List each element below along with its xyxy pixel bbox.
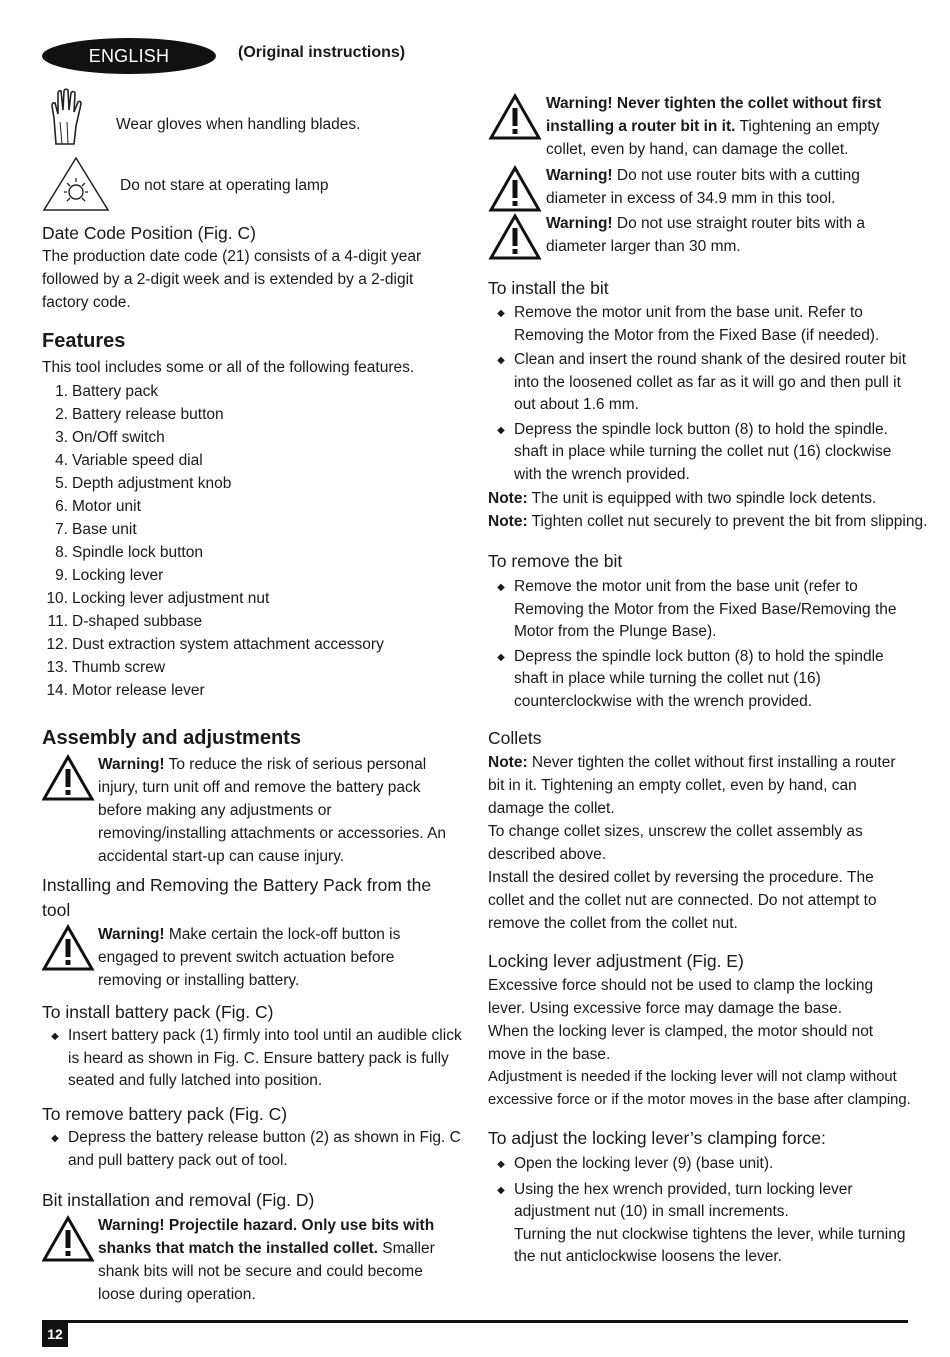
diamond-bullet-icon: ◆ <box>497 651 505 663</box>
warning-label: Warning! <box>98 756 165 773</box>
feature-number: 12. <box>46 636 68 653</box>
lamp-instruction: Do not stare at operating lamp <box>120 177 329 194</box>
warning-triangle-icon <box>488 212 546 262</box>
cutting-diameter-warning: Warning! Do not use router bits with a cutting diameter in excess of 34.9 mm in this tool. <box>488 164 908 214</box>
remove-battery-list <box>42 1127 462 1174</box>
language-badge: ENGLISH <box>42 38 216 74</box>
warning-triangle-icon <box>42 753 98 803</box>
warning-label: Warning! Never tighten the collet without first installing a router bit in it. <box>546 95 882 135</box>
list-item: ◆ Remove the motor unit from the base unit (refer to Removing the Motor from the Fixed Base/Removing the Motor from the Plunge Base). <box>488 576 913 644</box>
battery-warning <box>42 923 464 992</box>
list-item: ◆ Open the locking lever (9) (base unit). <box>488 1153 913 1177</box>
list-item: ◆ Using the hex wrench provided, turn locking lever adjustment nut (10) in small increments. Turning the nut clockwise tightens the lever, while turning the nut anticlockwise loosens the lever. <box>488 1179 913 1269</box>
install-bit-heading: To install the bit <box>488 278 609 298</box>
remove-battery-heading: To remove battery pack (Fig. C) <box>42 1104 288 1124</box>
bit-warning <box>42 1214 464 1306</box>
feature-item <box>42 564 462 587</box>
feature-item <box>42 610 462 633</box>
feature-item <box>42 633 462 656</box>
features-list <box>42 380 462 702</box>
feature-number: 3. <box>55 429 68 446</box>
feature-label: Dust extraction system attachment accessory <box>72 636 384 653</box>
feature-label: Base unit <box>72 521 137 538</box>
install-bit-note-1: Note: The unit is equipped with two spindle lock detents. <box>488 490 877 507</box>
locking-lever-paragraph-3: Adjustment is needed if the locking lever will not clamp without excessive force or if the motor moves in the base after clamping. <box>488 1069 911 1108</box>
feature-label: Spindle lock button <box>72 544 203 561</box>
page-number: 12 <box>42 1321 68 1347</box>
list-item: ◆ Depress the spindle lock button (8) to hold the spindle. shaft in place while turning the collet nut (16) clockwise with the wrench provided. <box>488 419 913 487</box>
feature-number: 5. <box>55 475 68 492</box>
warning-label: Warning! <box>98 926 165 943</box>
install-battery-heading: To install battery pack (Fig. C) <box>42 1002 274 1022</box>
feature-label: On/Off switch <box>72 429 165 446</box>
feature-item <box>42 679 462 702</box>
collets-paragraph-1: To change collet sizes, unscrew the collet assembly as described above. <box>488 823 863 863</box>
feature-item <box>42 518 462 541</box>
warning-triangle-icon <box>488 164 546 214</box>
collets-note: Note: Never tighten the collet without first installing a router bit in it. Tightening an empty collet, even by hand, can damage the collet. <box>488 754 896 817</box>
lamp-warning-icon <box>42 156 110 212</box>
diamond-bullet-icon: ◆ <box>497 355 505 366</box>
feature-number: 4. <box>55 452 68 469</box>
feature-number: 6. <box>55 498 68 515</box>
straight-bit-warning: Warning! Do not use straight router bits with a diameter larger than 30 mm. <box>488 212 908 262</box>
feature-item <box>42 380 462 403</box>
assembly-heading: Assembly and adjustments <box>42 727 301 749</box>
assembly-warning-text: To reduce the risk of serious personal injury, turn unit off and remove the battery pack before making any adjustments or removing/installing attachments or accessories. An accidental start-up can cause injury. <box>98 756 447 865</box>
list-item: ◆ Remove the motor unit from the base unit. Refer to Removing the Motor from the Fixed Base (if needed). <box>488 302 913 347</box>
feature-item <box>42 587 462 610</box>
clamping-force-heading: To adjust the locking lever’s clamping force: <box>488 1128 826 1148</box>
diamond-bullet-icon: ◆ <box>497 1159 505 1170</box>
assembly-warning <box>42 753 464 868</box>
battery-section-heading: Installing and Removing the Battery Pack from the tool <box>42 875 432 920</box>
footer-rule <box>42 1320 908 1323</box>
feature-item <box>42 656 462 679</box>
gloves-icon <box>48 88 88 146</box>
remove-bit-list <box>488 576 913 715</box>
feature-item <box>42 426 462 449</box>
feature-label: Thumb screw <box>72 659 166 676</box>
locking-lever-heading: Locking lever adjustment (Fig. E) <box>488 951 744 971</box>
feature-label: Variable speed dial <box>72 452 203 469</box>
feature-label: Battery release button <box>72 406 224 423</box>
warning-label: Warning! Projectile hazard. Only use bits with shanks that match the installed collet. <box>98 1217 435 1257</box>
install-battery-list <box>42 1025 462 1095</box>
diamond-bullet-icon: ◆ <box>51 1133 59 1144</box>
feature-number: 2. <box>55 406 68 423</box>
date-code-text: The production date code (21) consists of a 4-digit year followed by a 2-digit week and is extended by a 2-digit factory code. <box>42 248 422 311</box>
install-bit-list <box>488 302 913 488</box>
warning-triangle-icon <box>42 1214 98 1264</box>
feature-label: Motor unit <box>72 498 141 515</box>
collet-warning: Warning! Never tighten the collet without first installing a router bit in it. Tightening an empty collet, even by hand, can damage the collet. <box>488 92 908 161</box>
diamond-bullet-icon: ◆ <box>51 1031 59 1042</box>
feature-label: Locking lever adjustment nut <box>72 590 270 607</box>
diamond-bullet-icon: ◆ <box>497 424 505 436</box>
list-item: ◆ Clean and insert the round shank of the desired router bit into the loosened collet as far as it will go and then pull it out about 1.6 mm. <box>488 349 913 417</box>
feature-number: 8. <box>55 544 68 561</box>
install-bit-note-2: Note: Tighten collet nut securely to prevent the bit from slipping. <box>488 513 928 530</box>
bit-installation-heading: Bit installation and removal (Fig. D) <box>42 1190 315 1210</box>
warning-label: Warning! <box>546 167 613 184</box>
diamond-bullet-icon: ◆ <box>497 308 505 319</box>
feature-label: Motor release lever <box>72 682 205 699</box>
feature-item <box>42 472 462 495</box>
remove-bit-heading: To remove the bit <box>488 551 623 571</box>
list-item: ◆ Depress the battery release button (2) as shown in Fig. C and pull battery pack out of tool. <box>42 1127 462 1172</box>
list-item: ◆ Depress the spindle lock button (8) to hold the spindle shaft in place while turning the collet nut (16) counterclockwise with the wrench provided. <box>488 646 913 714</box>
battery-warning-text: Make certain the lock-off button is engaged to prevent switch actuation before removing or installing battery. <box>98 926 401 989</box>
clamping-force-list <box>488 1153 913 1271</box>
locking-lever-paragraph-2: When the locking lever is clamped, the motor should not move in the base. <box>488 1023 874 1063</box>
features-heading: Features <box>42 330 126 352</box>
original-instructions-label: (Original instructions) <box>238 44 406 61</box>
feature-item <box>42 541 462 564</box>
feature-label: D-shaped subbase <box>72 613 203 630</box>
date-code-heading: Date Code Position (Fig. C) <box>42 223 256 243</box>
gloves-instruction: Wear gloves when handling blades. <box>116 116 361 133</box>
feature-item <box>42 449 462 472</box>
feature-label: Depth adjustment knob <box>72 475 232 492</box>
collets-paragraph-2: Install the desired collet by reversing the procedure. The collet and the collet nut are connected. Do not attempt to remove the collet from the collet nut. <box>488 869 877 932</box>
warning-triangle-icon <box>488 92 546 142</box>
features-intro: This tool includes some or all of the following features. <box>42 359 415 376</box>
feature-label: Locking lever <box>72 567 164 584</box>
diamond-bullet-icon: ◆ <box>497 1184 505 1196</box>
feature-number: 7. <box>55 521 68 538</box>
feature-number: 14. <box>46 682 68 699</box>
feature-number: 10. <box>46 590 68 607</box>
bit-warning-text: Smaller shank bits will not be secure and could become loose during operation. <box>98 1240 435 1303</box>
warning-triangle-icon <box>42 923 98 973</box>
feature-number: 9. <box>55 567 68 584</box>
list-item: ◆ Insert battery pack (1) firmly into tool until an audible click is heard as shown in Fig. C. Ensure battery pack is fully seated and fully latched into position. <box>42 1025 462 1093</box>
diamond-bullet-icon: ◆ <box>497 582 505 593</box>
feature-item <box>42 495 462 518</box>
locking-lever-paragraph-1: Excessive force should not be used to clamp the locking lever. Using excessive force may damage the base. <box>488 977 874 1017</box>
warning-label: Warning! <box>546 215 613 232</box>
feature-number: 13. <box>46 659 68 676</box>
feature-label: Battery pack <box>72 383 159 400</box>
collets-heading: Collets <box>488 728 542 748</box>
feature-item <box>42 403 462 426</box>
feature-number: 11. <box>47 613 68 630</box>
feature-number: 1. <box>55 383 68 400</box>
